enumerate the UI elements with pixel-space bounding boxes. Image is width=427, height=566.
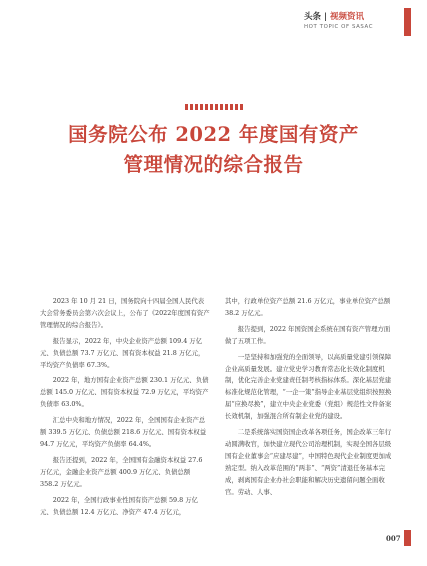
title-decoration xyxy=(185,104,243,110)
article-title-line1: 国务院公布 2022 年度国有资产 xyxy=(68,123,359,146)
paragraph: 汇总中央和地方情况，2022 年，全国国有企业资产总额 339.5 万亿元、负债总额 218.6 万亿元、国有资本权益 94.7 万亿元，平均资产负债率 64.4%。 xyxy=(40,416,207,448)
header-accent-bar xyxy=(404,8,411,36)
section-category: 视频资讯 xyxy=(330,12,365,22)
paragraph: 其中，行政单位资产总额 21.6 万亿元，事业单位资产总额 38.2 万亿元。 xyxy=(225,297,391,317)
section-name: 头条 xyxy=(304,12,322,22)
article-body-right-column xyxy=(225,296,395,503)
article-title xyxy=(0,120,427,180)
paragraph: 2023 年 10 月 21 日，国务院向十四届全国人民代表大会常务委员会第六次会议上，公布了《2022年度国有资产管理情况的综合报告》。 xyxy=(40,297,210,329)
article-title-line2: 管理情况的综合报告 xyxy=(123,153,304,176)
section-header xyxy=(304,10,364,22)
paragraph: 报告显示，2022 年，中央企业资产总额 109.4 万亿元、负债总额 73.7 万亿元、国有资本权益 21.8 万亿元，平均资产负债率 67.3%。 xyxy=(40,336,205,369)
paragraph: 一是坚持和加强党的全面领导，以高质量党建引领保障企业高质量发展。建立党史学习教育常态化长效化制度机制，优化完善企业党建责任制考核指标体系。深化基层党建标准化规范化管理，“一企一策”指导企业基层党组织按照换届“应换尽换”，建立中央企业党委（党组）规范性文件备案长效机制，加强混合所有制企业党的建设。 xyxy=(225,352,392,421)
page-number: 007 xyxy=(386,534,401,543)
section-subtitle: HOT TOPIC OF SASAC xyxy=(304,24,374,30)
article-body-left-column xyxy=(40,296,210,522)
paragraph: 报告提到，2022 年国资国企系统在国有资产管理方面做了五项工作。 xyxy=(225,324,391,345)
paragraph: 2022 年，全国行政事业性国有资产总额 59.8 万亿元、负债总额 12.4 万亿元、净资产 47.4 万亿元， xyxy=(40,495,199,516)
paragraph: 2022 年，地方国有企业资产总额 230.1 万亿元、负债总额 145.0 万亿元、国有资本权益 72.9 万亿元，平均资产负债率 63.0%。 xyxy=(40,376,209,409)
paragraph: 报告还提到，2022 年，全国国有金融资本权益 27.6 万亿元，金融企业资产总额 400.9 万亿元、负债总额 358.2 万亿元。 xyxy=(40,455,203,488)
page-number-accent-bar xyxy=(404,530,411,546)
section-separator: | xyxy=(321,12,331,22)
paragraph: 二是系统落实国资国企改革各项任务，国企改革三年行动圆满收官，加快建立现代公司治理机制，实现全国各层级国有企业董事会“应建尽建”，中国特色现代企业制度更加成熟定型。纳入改革范围的“两非”、“两资”清退任务基本完成，剥离国有企业办社会职能和解决历史遗留问题全面收官。劳动、人事、 xyxy=(225,428,392,496)
